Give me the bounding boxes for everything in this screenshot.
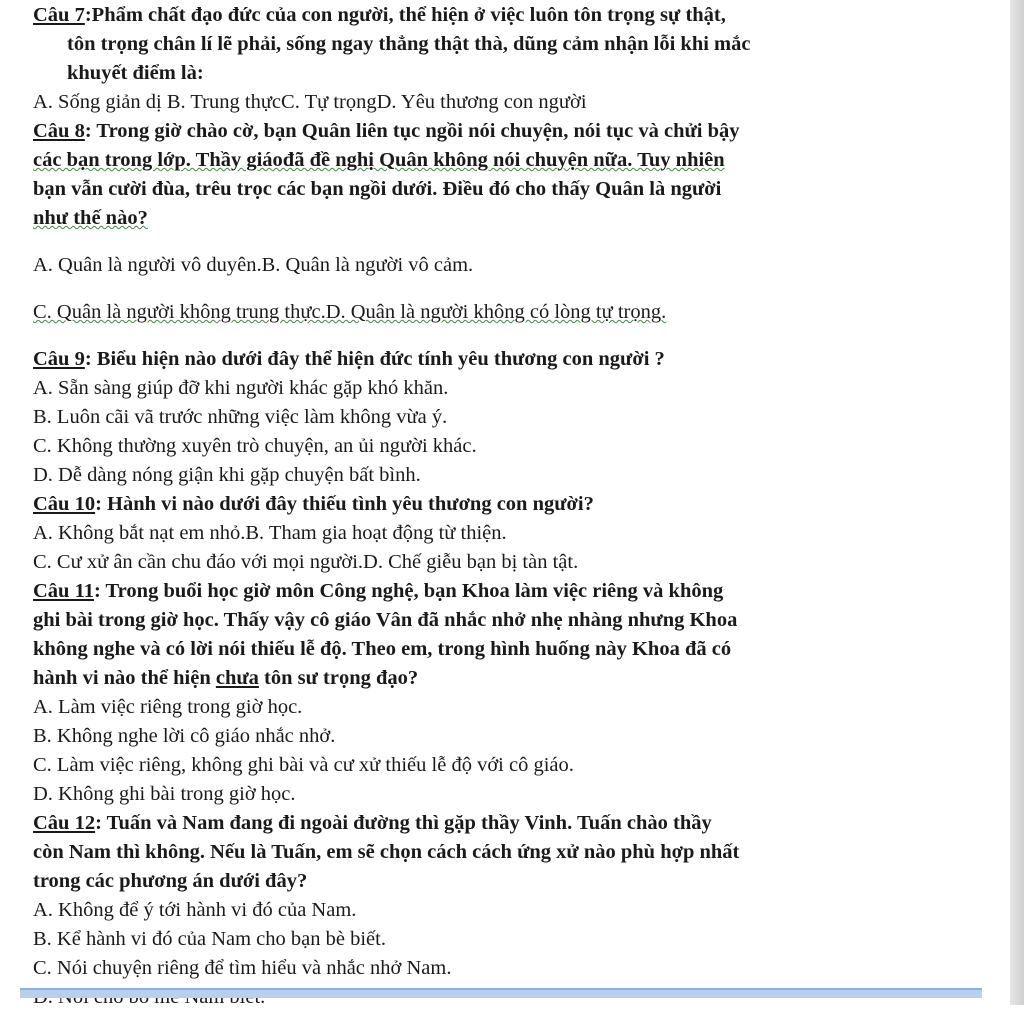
q10-question: [33, 489, 993, 518]
q8-line-3: [33, 174, 993, 203]
q8-text-2: các bạn trong lớp. Thầy giáođã đề nghị Quân không nói chuyện nữa. Tuy nhiên: [33, 149, 725, 171]
q11-text-4-underlined: chưa: [215, 667, 259, 689]
q8-number: Câu 8: [33, 120, 85, 142]
q7-number: Câu 7: [33, 4, 85, 26]
q11-line-3: không nghe và có lời nói thiếu lễ độ. Theo em, trong hình huống này Khoa đã có: [33, 638, 732, 660]
q8-text-3: bạn vẫn cười đùa, trêu trọc các bạn ngồi dưới. Điều đó cho thấy Quân là người: [33, 178, 722, 200]
q7-line-1: [33, 0, 993, 29]
q8-text-4: như thế nào?: [33, 207, 148, 229]
q12-number: Câu 12: [33, 812, 96, 834]
q8-line-4: [33, 203, 993, 232]
q8-answer-cd-text: C. Quân là người không trung thực.D. Quân là người không có lòng tự trọng.: [33, 301, 667, 323]
q9-answer-b: B. Luôn cãi vã trước những việc làm không vừa ý.: [33, 406, 448, 428]
q11-line-2: ghi bài trong giờ học. Thấy vậy cô giáo Vân đã nhắc nhở nhẹ nhàng nhưng Khoa: [33, 609, 738, 631]
q10-answer-cd: C. Cư xử ân cần chu đáo với mọi người.D. Chế giễu bạn bị tàn tật.: [33, 551, 579, 573]
q12-line-3: trong các phương án dưới đây?: [33, 870, 308, 892]
q9-answer-d: D. Dễ dàng nóng giận khi gặp chuyện bất bình.: [33, 464, 421, 486]
q9-number: Câu 9: [33, 348, 85, 370]
q7-answers: A. Sống giản dị B. Trung thựcC. Tự trọngD. Yêu thương con người: [33, 91, 587, 113]
spacer: [33, 232, 993, 250]
q11-line-4: [33, 663, 993, 692]
q12-line-1: [33, 808, 993, 837]
document-body: [33, 0, 993, 1011]
q11-line-1: [33, 576, 993, 605]
q11-answer-a: A. Làm việc riêng trong giờ học.: [33, 696, 303, 718]
q12-text-1: : Tuấn và Nam đang đi ngoài đường thì gặp thầy Vinh. Tuấn chào thầy: [95, 812, 712, 834]
spacer: [33, 279, 993, 297]
window-right-edge: [1010, 0, 1024, 1005]
q8-answer-ab: A. Quân là người vô duyên.B. Quân là người vô cảm.: [33, 254, 474, 276]
q7-line-2: tôn trọng chân lí lẽ phải, sống ngay thẳng thật thà, dũng cảm nhận lỗi khi mắc: [67, 33, 751, 55]
q11-answer-c: C. Làm việc riêng, không ghi bài và cư xử thiếu lễ độ với cô giáo.: [33, 754, 574, 776]
q9-answer-c: C. Không thường xuyên trò chuyện, an ủi người khác.: [33, 435, 477, 457]
page-bottom-divider: [20, 988, 982, 998]
spacer: [33, 326, 993, 344]
q8-line-2: [33, 145, 993, 174]
q12-answer-c: C. Nói chuyện riêng để tìm hiểu và nhắc nhở Nam.: [33, 957, 452, 979]
q8-text-1: : Trong giờ chào cờ, bạn Quân liên tục ngồi nói chuyện, nói tục và chửi bậy: [84, 120, 740, 142]
q10-number: Câu 10: [33, 493, 96, 515]
q8-answer-cd: [33, 297, 993, 326]
q11-text-4-pre: hành vi nào thể hiện: [33, 667, 216, 689]
q11-answer-d: D. Không ghi bài trong giờ học.: [33, 783, 296, 805]
q11-number: Câu 11: [33, 580, 94, 602]
q7-text-1: :Phẩm chất đạo đức của con người, thể hiện ở việc luôn tôn trọng sự thật,: [84, 4, 726, 26]
q8-line-1: [33, 116, 993, 145]
q9-question: [33, 344, 993, 373]
q10-answer-ab: A. Không bắt nạt em nhỏ.B. Tham gia hoạt động từ thiện.: [33, 522, 507, 544]
q7-line-3: khuyết điểm là:: [67, 62, 204, 84]
q11-text-1: : Trong buổi học giờ môn Công nghệ, bạn Khoa làm việc riêng và không: [93, 580, 724, 602]
q11-answer-b: B. Không nghe lời cô giáo nhắc nhở.: [33, 725, 336, 747]
q12-line-2: còn Nam thì không. Nếu là Tuấn, em sẽ chọn cách cách ứng xử nào phù hợp nhất: [33, 841, 740, 863]
q11-text-4-post: tôn sư trọng đạo?: [258, 667, 419, 689]
q12-answer-b: B. Kể hành vi đó của Nam cho bạn bè biết.: [33, 928, 386, 950]
q10-text: : Hành vi nào dưới đây thiếu tình yêu thương con người?: [95, 493, 594, 515]
q9-text: : Biểu hiện nào dưới đây thể hiện đức tính yêu thương con người ?: [84, 348, 665, 370]
q9-answer-a: A. Sẵn sàng giúp đỡ khi người khác gặp khó khăn.: [33, 377, 449, 399]
q12-answer-a: A. Không để ý tới hành vi đó của Nam.: [33, 899, 357, 921]
